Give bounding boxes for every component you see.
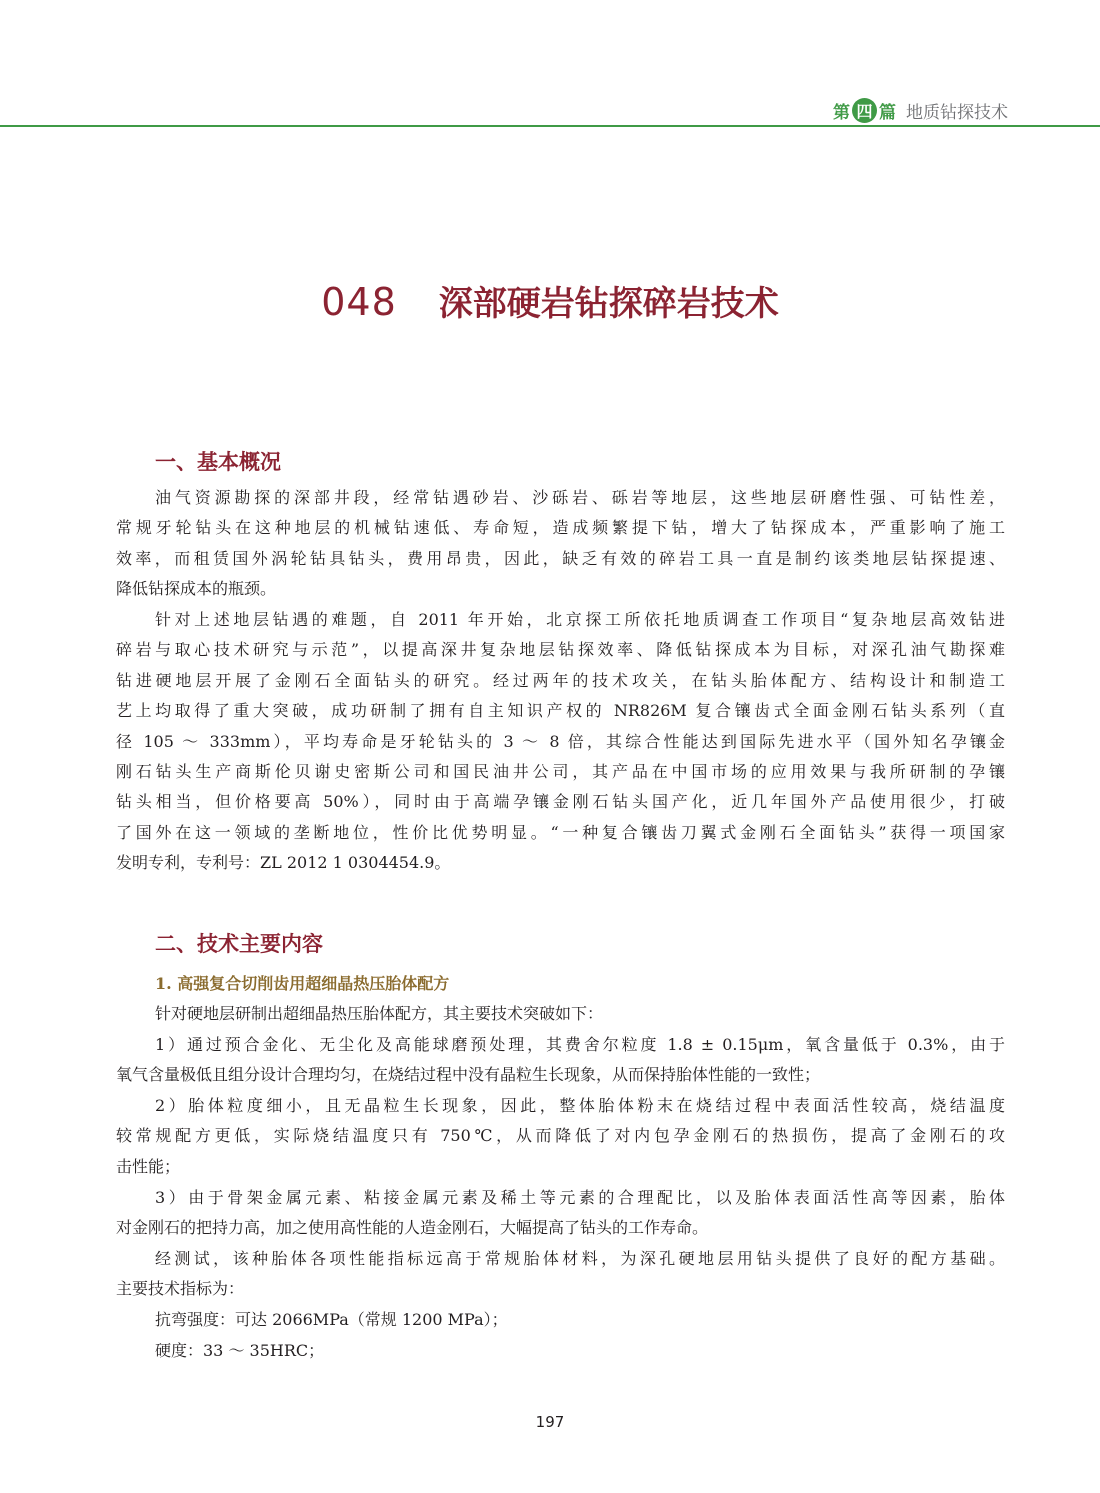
text-line: 降低钻探成本的瓶颈。 (116, 579, 277, 599)
spec-item: 硬度：33 ～ 35HRC； (155, 1341, 325, 1360)
article-title-text: 深部硬岩钻探碎岩技术 (438, 284, 779, 324)
article-number: 048 (321, 280, 397, 324)
subsection-heading: 1. 高强复合切削齿用超细晶热压胎体配方 (155, 974, 450, 993)
text-line: 主要技术指标为： (116, 1279, 245, 1299)
paragraph (116, 483, 1005, 605)
text-line: 钻进硬地层开展了金刚石全面钻头的研究。经过两年的技术攻关，在钻头胎体配方、结构设计和制造工 (116, 670, 1005, 690)
spec-item: 抗弯强度：可达 2066MPa（常规 1200 MPa）； (155, 1310, 508, 1329)
text-line: 2）胎体粒度细小，且无晶粒生长现象，因此，整体胎体粉末在烧结过程中表面活性较高，烧结温度 (155, 1096, 1005, 1115)
text-line: 刚石钻头生产商斯伦贝谢史密斯公司和国民油井公司，其产品在中国市场的应用效果与我所研制的孕镶 (116, 762, 1005, 782)
text-line: 径 105 ～ 333mm），平均寿命是牙轮钻头的 3 ～ 8 倍，其综合性能达到国际先进水平（国外知名孕镶金 (116, 731, 1005, 751)
text-line: 常规牙轮钻头在这种地层的机械钻速低、寿命短，造成频繁提下钻，增大了钻探成本，严重影响了施工 (116, 518, 1005, 538)
part-suffix: 篇 (879, 102, 896, 123)
paragraph (116, 605, 1005, 879)
part-prefix: 第 (833, 102, 850, 123)
text-line: 发明专利，专利号：ZL 2012 1 0304454.9。 (116, 853, 451, 873)
page-number: 197 (535, 1413, 565, 1431)
text-line: 1）通过预合金化、无尘化及高能球磨预处理，其费舍尔粒度 1.8 ± 0.15μm，氧含量低于 0.3%，由于 (155, 1035, 1005, 1054)
text-line: 油气资源勘探的深部井段，经常钻遇砂岩、沙砾岩、砾岩等地层，这些地层研磨性强、可钻性差， (155, 488, 1005, 507)
text-line: 效率，而租赁国外涡轮钻具钻头，费用昂贵，因此，缺乏有效的碎岩工具一直是制约该类地层钻探提速、 (116, 548, 1005, 568)
paragraph (116, 1030, 1005, 1091)
text-line: 针对硬地层研制出超细晶热压胎体配方，其主要技术突破如下： (155, 1004, 604, 1023)
text-line: 碎岩与取心技术研究与示范”，以提高深井复杂地层钻探效率、降低钻探成本为目标，对深孔油气勘探难 (116, 640, 1005, 660)
part-number-badge: 四 (852, 98, 877, 123)
text-line: 氧气含量极低且组分设计合理均匀，在烧结过程中没有晶粒生长现象，从而保持胎体性能的一致性； (116, 1065, 821, 1085)
section-heading-overview: 一、基本概况 (155, 450, 281, 474)
header-rule (0, 125, 1100, 127)
text-line: 较常规配方更低，实际烧结温度只有 750℃，从而降低了对内包孕金刚石的热损伤，提高了金刚石的攻 (116, 1126, 1005, 1146)
article-title (0, 276, 1100, 325)
running-header (0, 96, 1100, 130)
part-name: 地质钻探技术 (906, 102, 1008, 123)
text-line: 击性能； (116, 1156, 181, 1176)
text-line: 3）由于骨架金属元素、粘接金属元素及稀土等元素的合理配比，以及胎体表面活性高等因素，胎体 (155, 1188, 1005, 1207)
text-line: 艺上均取得了重大突破，成功研制了拥有自主知识产权的 NR826M 复合镶齿式全面金刚石钻头系列（直 (116, 701, 1005, 721)
paragraph (116, 1244, 1005, 1305)
text-line: 经测试，该种胎体各项性能指标远高于常规胎体材料，为深孔硬地层用钻头提供了良好的配方基础。 (155, 1249, 1005, 1268)
section-heading-technical: 二、技术主要内容 (155, 932, 323, 956)
text-line: 了国外在这一领域的垄断地位，性价比优势明显。“一种复合镶齿刀翼式金刚石全面钻头”获得一项国家 (116, 822, 1005, 842)
text-line: 钻头相当，但价格要高 50%），同时由于高端孕镶金刚石钻头国产化，近几年国外产品使用很少，打破 (116, 792, 1005, 812)
text-line: 对金刚石的把持力高，加之使用高性能的人造金刚石，大幅提高了钻头的工作寿命。 (116, 1218, 709, 1238)
text-line: 针对上述地层钻遇的难题，自 2011 年开始，北京探工所依托地质调查工作项目“复杂地层高效钻进 (155, 610, 1005, 629)
paragraph (116, 999, 1005, 1029)
paragraph (116, 1183, 1005, 1244)
part-label (833, 96, 1008, 124)
paragraph (116, 1091, 1005, 1182)
